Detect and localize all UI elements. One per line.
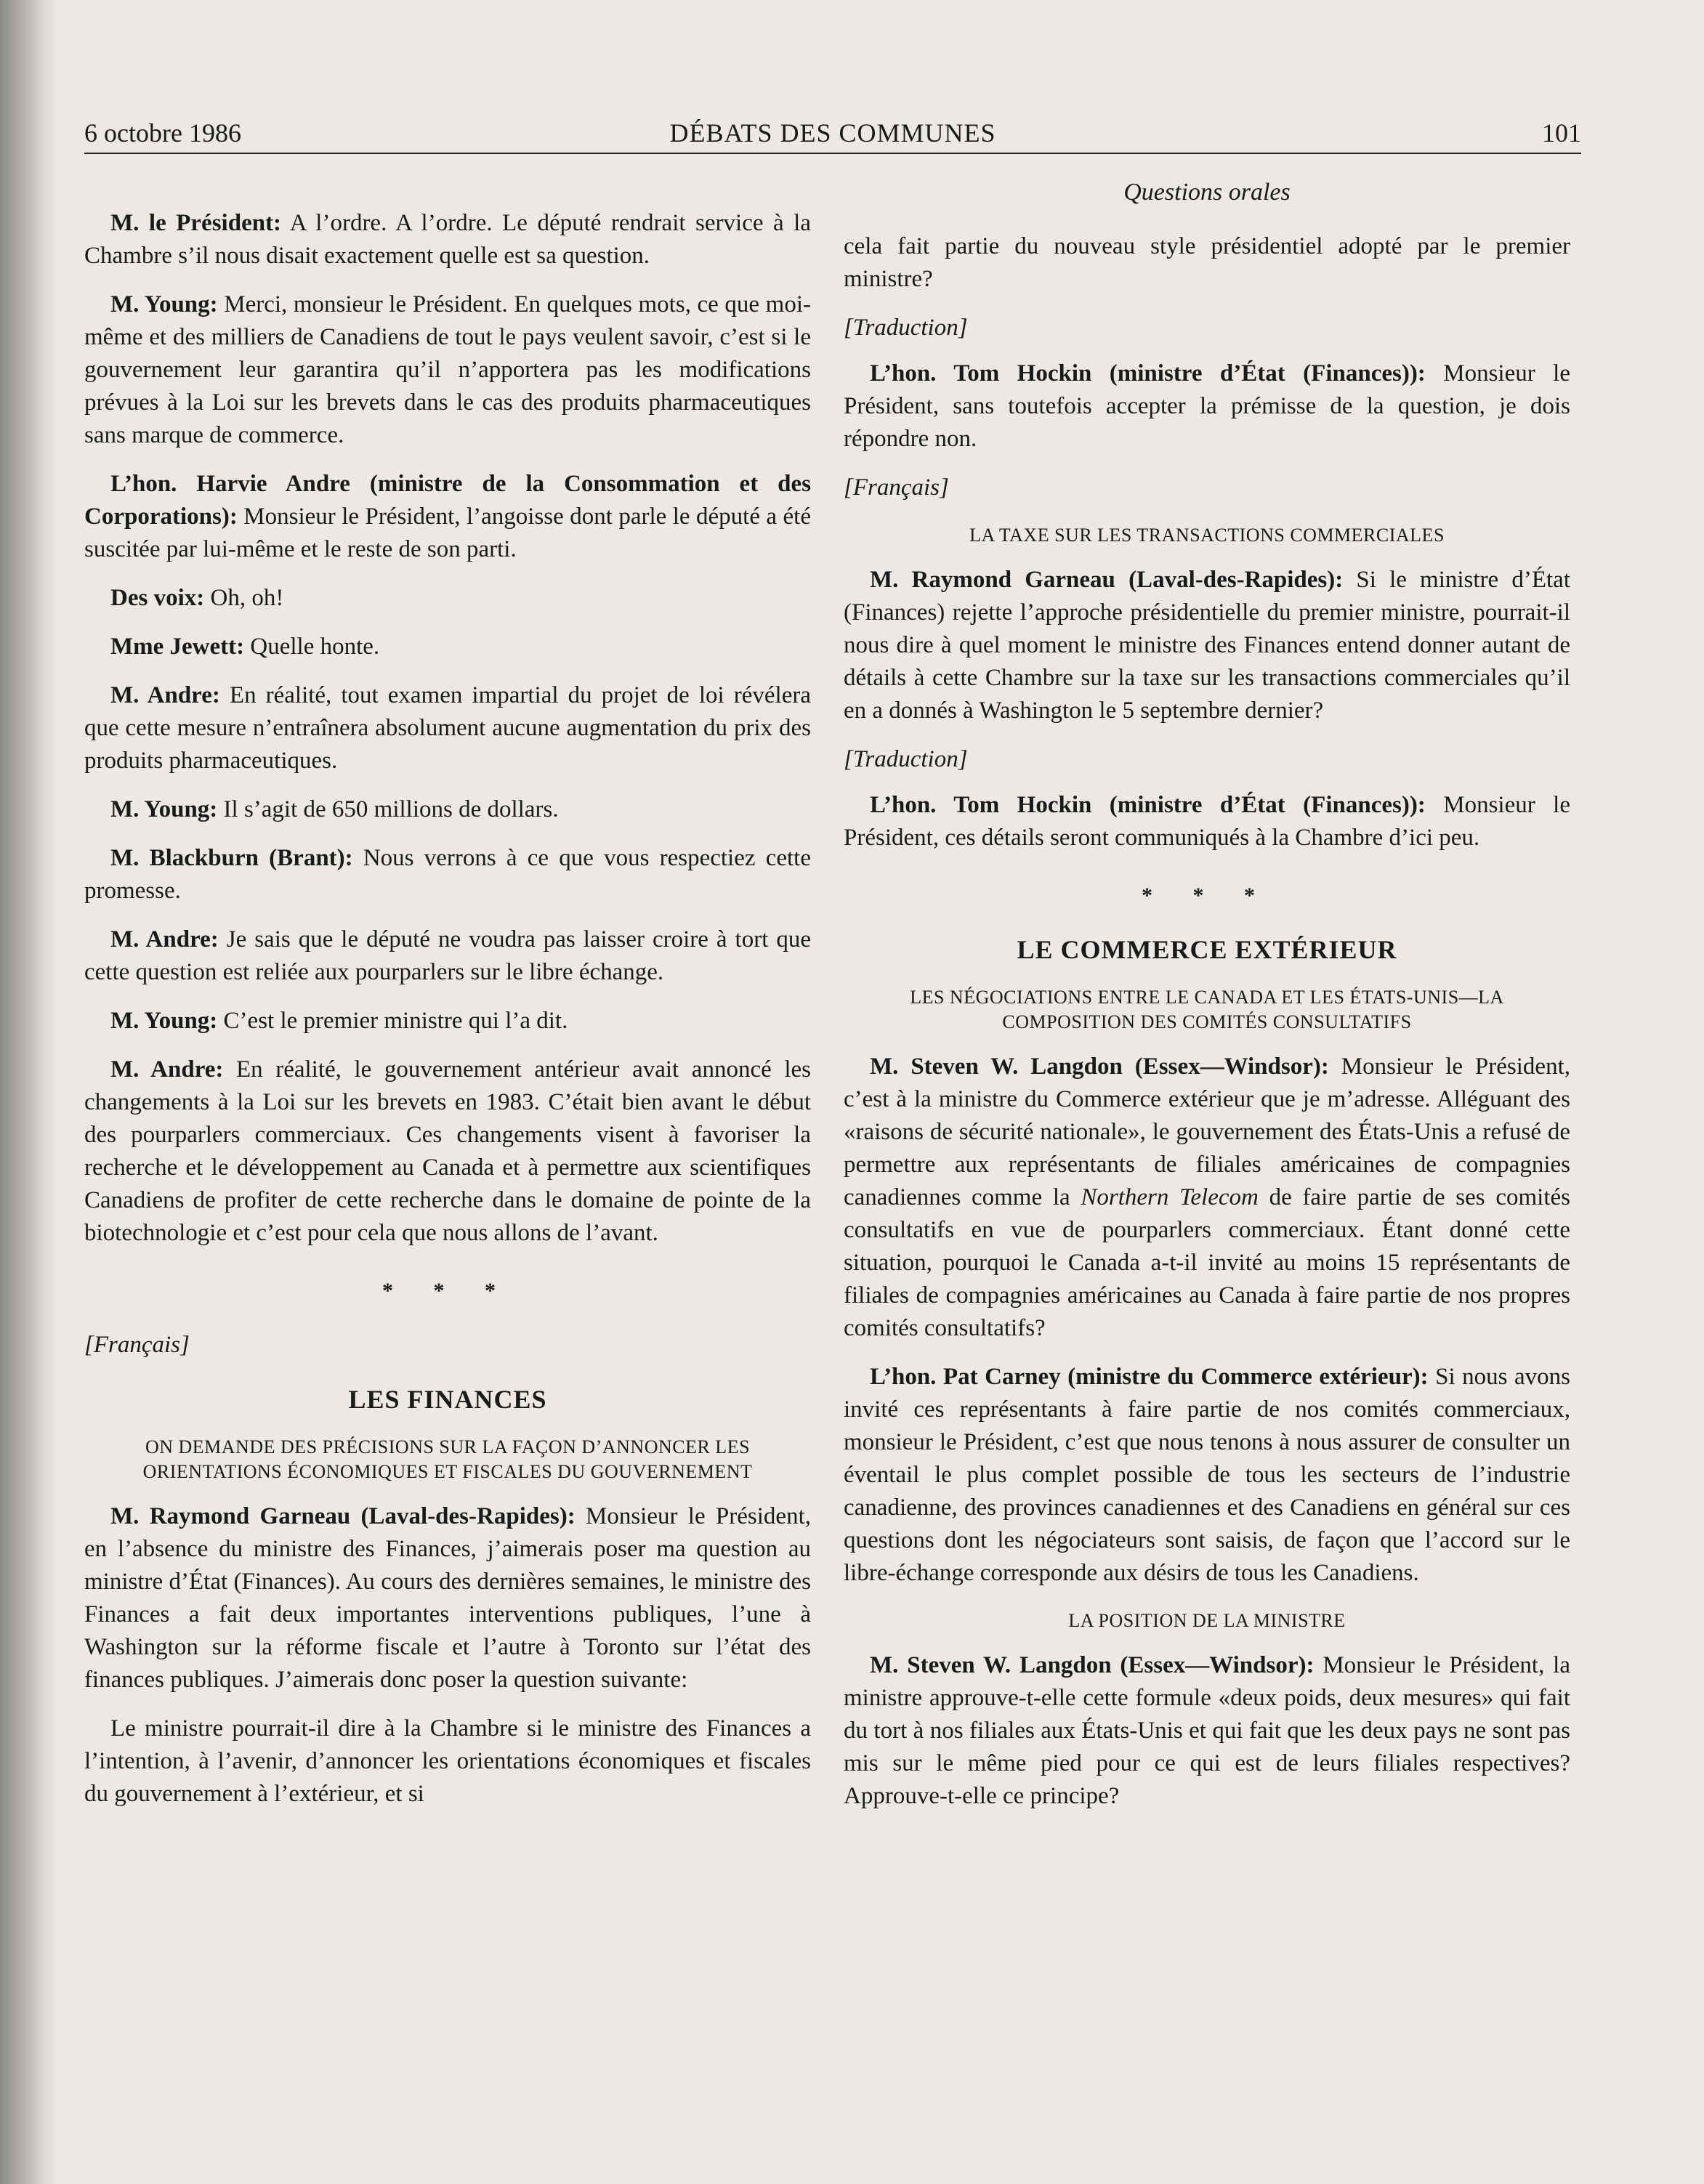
speaker: M. Steven W. Langdon (Essex—Windsor): [870, 1053, 1329, 1080]
paragraph [844, 1361, 1570, 1590]
section-heading: LES FINANCES [348, 1385, 547, 1414]
header-date: 6 octobre 1986 [84, 118, 241, 147]
language-tag: [Traduction] [844, 315, 968, 341]
speech: Monsieur le Président, c’est à la ministre du Commerce extérieur que je m’adresse. Alléguant des «raisons de sécurité nationale», le gouvernement des États-Unis a refusé de permettre aux représentants de filiales américaines de compagnies canadiennes comme la [844, 1053, 1570, 1210]
speech: Nous verrons à ce que vous respectiez cette promesse. [84, 845, 811, 904]
paragraph [84, 1500, 811, 1696]
paragraph [844, 789, 1570, 854]
section-separator: * * * [1142, 883, 1272, 907]
speech: Monsieur le Président, ces détails seront communiqués à la Chambre d’ici peu. [844, 792, 1570, 851]
speech: Si nous avons invité ces représentants à faire partie de nos comités commerciaux, monsieur le Président, c’est que nous tenons à nous assurer de consulter un éventail le plus complet possible de tous les secteurs de l’industrie canadienne, des provinces canadiennes et des Canadiens en général sur ces questions dont les négociateurs sont saisis, de façon que l’accord sur le libre-échange corresponde aux désirs de tous les Canadiens. [844, 1364, 1570, 1586]
language-tag: [Français] [84, 1332, 190, 1358]
paragraph [844, 230, 1570, 296]
paragraph [84, 679, 811, 777]
speaker: L’hon. Tom Hockin (ministre d’État (Finances)): [870, 792, 1426, 818]
paragraph [84, 582, 811, 615]
speaker: Des voix: [110, 585, 205, 611]
speech: Le ministre pourrait-il dire à la Chambre si le ministre des Finances a l’intention, à l’avenir, d’annoncer les orientations économiques et fiscales du gouvernement à l’extérieur, et si [84, 1715, 811, 1807]
running-header [84, 116, 1581, 154]
document-page [84, 116, 1581, 2151]
language-tag: [Traduction] [844, 746, 968, 772]
left-column [84, 207, 811, 1827]
paragraph [84, 923, 811, 989]
speech: A l’ordre. A l’ordre. Le député rendrait service à la Chambre s’il nous disait exactement quelle est sa question. [84, 210, 811, 269]
paragraph [844, 564, 1570, 727]
speaker: M. Andre: [110, 1056, 224, 1083]
speech: C’est le premier ministre qui l’a dit. [217, 1008, 568, 1034]
paragraph [84, 207, 811, 272]
paragraph [84, 793, 811, 826]
speech: En réalité, tout examen impartial du projet de loi révélera que cette mesure n’entraînera absolument aucune augmentation du prix des produits pharmaceutiques. [84, 682, 811, 774]
speech: En réalité, le gouvernement antérieur avait annoncé les changements à la Loi sur les brevets en 1983. C’était bien avant le début des pourparlers commerciaux. Ces changements visent à favoriser la recherche et le développement au Canada et à permettre aux scientifiques Canadiens de profiter de cette recherche dans le domaine de pointe de la biotechnologie et c’est pour cela que nous allons de l’avant. [84, 1056, 811, 1246]
speech: Monsieur le Président, en l’absence du ministre des Finances, j’aimerais poser ma question au ministre d’État (Finances). Au cours des dernières semaines, le ministre des Finances a fait deux importantes interventions publiques, l’une à Washington sur la réforme fiscale et l’autre à Toronto sur l’état des finances publiques. J’aimerais donc poser la question suivante: [84, 1503, 811, 1693]
speaker: M. Andre: [110, 682, 220, 708]
speech: Monsieur le Président, l’angoisse dont parle le député a été suscitée par lui-même et le reste de son parti. [84, 503, 811, 562]
paragraph [844, 1051, 1570, 1345]
speaker: L’hon. Tom Hockin (ministre d’État (Finances)): [870, 360, 1426, 387]
speech: Il s’agit de 650 millions de dollars. [217, 796, 559, 822]
page-number: 101 [1542, 118, 1581, 147]
paragraph [84, 1053, 811, 1250]
speaker: M. Young: [110, 291, 218, 318]
speech: de faire partie de ses comités consultatifs en vue de pourparlers commerciaux. Étant donné cette situation, pourquoi le Canada a-t-il invité au moins 15 représentants de filiales de compagnies américaines au Canada à faire partie de nos propres comités consultatifs? [844, 1184, 1570, 1341]
paragraph [84, 842, 811, 907]
speech: Si le ministre d’État (Finances) rejette l’approche présidentielle du premier ministre, pourrait-il nous dire à quel moment le ministre des Finances entend donner autant de détails à cette Chambre sur la taxe sur les transactions commerciales qu’il en a donnés à Washington le 5 septembre dernier? [844, 567, 1570, 724]
paragraph [84, 1005, 811, 1038]
speaker: M. le Président: [110, 210, 282, 236]
speech: Monsieur le Président, sans toutefois accepter la prémisse de la question, je dois répondre non. [844, 360, 1570, 452]
section-heading: LE COMMERCE EXTÉRIEUR [1017, 935, 1397, 964]
speaker: M. Andre: [110, 926, 219, 953]
section-subheading: LA POSITION DE LA MINISTRE [1068, 1610, 1346, 1631]
speech: Oh, oh! [204, 585, 284, 611]
section-subheading: LA TAXE SUR LES TRANSACTIONS COMMERCIALES [969, 525, 1445, 546]
speaker: Mme Jewett: [110, 634, 245, 660]
speaker: M. Raymond Garneau (Laval-des-Rapides): [110, 1503, 576, 1529]
section-separator: * * * [382, 1279, 513, 1303]
speaker: L’hon. Harvie Andre (ministre de la Consommation et des Corporations): [84, 471, 811, 530]
right-column [844, 176, 1570, 1829]
company-name: Northern Telecom [1081, 1184, 1259, 1210]
speech: Je sais que le député ne voudra pas laisser croire à tort que cette question est reliée aux pourparlers sur le libre échange. [84, 926, 811, 985]
header-title: DÉBATS DES COMMUNES [669, 118, 996, 147]
section-subheading: LES NÉGOCIATIONS ENTRE LE CANADA ET LES ÉTATS-UNIS—LA COMPOSITION DES COMITÉS CONSULTATIFS [910, 987, 1504, 1032]
speaker: M. Young: [110, 796, 218, 822]
speaker: M. Steven W. Langdon (Essex—Windsor): [870, 1652, 1315, 1678]
section-label: Questions orales [1123, 179, 1291, 206]
paragraph [84, 631, 811, 663]
paragraph [84, 468, 811, 566]
paragraph [844, 1649, 1570, 1813]
speech: Monsieur le Président, la ministre approuve-t-elle cette formule «deux poids, deux mesures» qui fait du tort à nos filiales aux États-Unis et qui fait que les deux pays ne sont pas mis sur le même pied pour ce qui est de leurs filiales respectives? Approuve-t-elle ce principe? [844, 1652, 1570, 1809]
page-binding-shadow [0, 0, 57, 2184]
speech: cela fait partie du nouveau style présidentiel adopté par le premier ministre? [844, 233, 1570, 292]
speaker: M. Blackburn (Brant): [110, 845, 353, 871]
speaker: M. Raymond Garneau (Laval-des-Rapides): [870, 567, 1344, 593]
language-tag: [Français] [844, 474, 949, 501]
speech: Merci, monsieur le Président. En quelques mots, ce que moi-même et des milliers de Canadiens de tout le pays veulent savoir, c’est si le gouvernement leur garantira qu’il n’apportera pas les modifications prévues à la Loi sur les brevets dans le cas des produits pharmaceutiques sans marque de commerce. [84, 291, 811, 448]
section-subheading: ON DEMANDE DES PRÉCISIONS SUR LA FAÇON D’ANNONCER LES ORIENTATIONS ÉCONOMIQUES ET FISCALES DU GOUVERNEMENT [142, 1436, 753, 1482]
paragraph [84, 1712, 811, 1811]
paragraph [844, 357, 1570, 456]
speaker: L’hon. Pat Carney (ministre du Commerce extérieur): [870, 1364, 1429, 1390]
paragraph [84, 288, 811, 452]
speech: Quelle honte. [244, 634, 380, 660]
speaker: M. Young: [110, 1008, 218, 1034]
